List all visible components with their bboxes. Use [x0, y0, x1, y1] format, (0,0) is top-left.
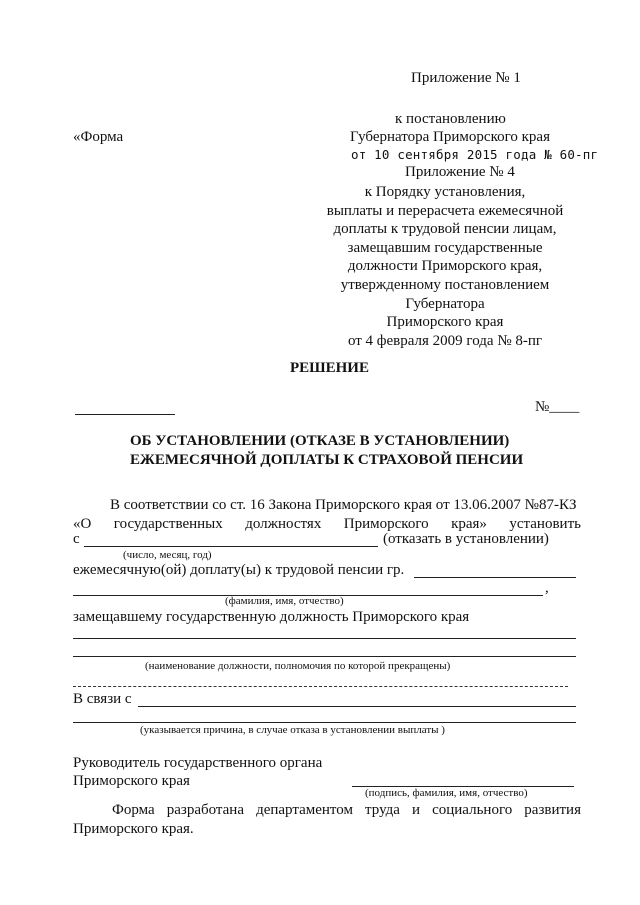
appendix-4-label: Приложение № 4 [405, 164, 515, 180]
legal-basis-line1: В соответствии со ст. 16 Закона Приморского края от 13.06.2007 №87-КЗ [110, 497, 577, 513]
form-label: «Форма [73, 129, 124, 145]
word: края» [451, 516, 487, 532]
position-caption: (наименование должности, полномочия по которой прекращены) [145, 660, 451, 672]
decision-number: №____ [535, 399, 580, 415]
held-position-text: замещавшему государственную должность Приморского края [73, 609, 470, 625]
order-line: замещавшим государственные [347, 239, 543, 256]
word: социального [432, 802, 513, 818]
position-line-2 [73, 656, 576, 657]
word: Приморского [343, 516, 429, 532]
order-line: от 4 февраля 2009 года № 8-пг [347, 332, 543, 349]
decision-subject-line2: ЕЖЕМЕСЯЧНОЙ ДОПЛАТЫ К СТРАХОВОЙ ПЕНСИИ [130, 452, 524, 468]
refuse-note: (отказать в установлении) [383, 531, 549, 547]
word: Форма [112, 802, 155, 818]
citizen-name-line [414, 577, 576, 578]
signature-caption: (подпись, фамилия, имя, отчество) [365, 787, 528, 799]
resolution-date-number: от 10 сентября 2015 года № 60-пг [351, 147, 599, 162]
order-line: выплаты и перерасчета ежемесячной [326, 202, 564, 219]
fio-caption: (фамилия, имя, отчество) [225, 595, 344, 607]
word: должностях [245, 516, 322, 532]
date-field-line [84, 546, 378, 547]
order-line: утвержденному постановлением [340, 276, 550, 293]
decision-subject-line1: ОБ УСТАНОВЛЕНИИ (ОТКАЗЕ В УСТАНОВЛЕНИИ) [130, 433, 510, 449]
date-caption: (число, месяц, год) [123, 549, 212, 561]
decision-title: РЕШЕНИЕ [290, 360, 369, 376]
appendix-1-label: Приложение № 1 [411, 70, 521, 86]
footer-line2: Приморского края. [73, 821, 194, 837]
signature-head-line2: Приморского края [73, 773, 190, 789]
order-line: Приморского края [386, 314, 504, 331]
to-resolution-label: к постановлению [395, 111, 506, 127]
word: разработана [166, 802, 244, 818]
position-line-3 [73, 686, 568, 687]
from-prefix: с [73, 531, 80, 547]
word: департаментом [256, 802, 353, 818]
word: установить [509, 516, 581, 532]
word: развития [524, 802, 581, 818]
due-to-label: В связи с [73, 691, 132, 707]
word: и [412, 802, 421, 818]
word: государственных [113, 516, 223, 532]
monthly-payment-text: ежемесячную(ой) доплату(ы) к трудовой пенсии гр. [73, 562, 405, 578]
order-line: должности Приморского края, [347, 258, 543, 275]
position-line-1 [73, 638, 576, 639]
governor-label: Губернатора Приморского края [350, 129, 550, 145]
word: труда [365, 802, 400, 818]
decision-date-line [75, 414, 175, 415]
order-line: доплаты к трудовой пенсии лицам, [333, 221, 557, 238]
footer-line1 [112, 802, 581, 819]
order-line: к Порядку установления, [364, 184, 526, 200]
word: «О [73, 516, 92, 532]
order-reference [300, 183, 590, 350]
reason-line-1 [138, 706, 576, 707]
fio-comma: , [545, 580, 549, 596]
reason-line-2 [73, 722, 576, 723]
signature-head-line1: Руководитель государственного органа [73, 755, 323, 771]
order-line: Губернатора [405, 295, 485, 312]
reason-caption: (указывается причина, в случае отказа в установлении выплаты ) [140, 724, 445, 736]
